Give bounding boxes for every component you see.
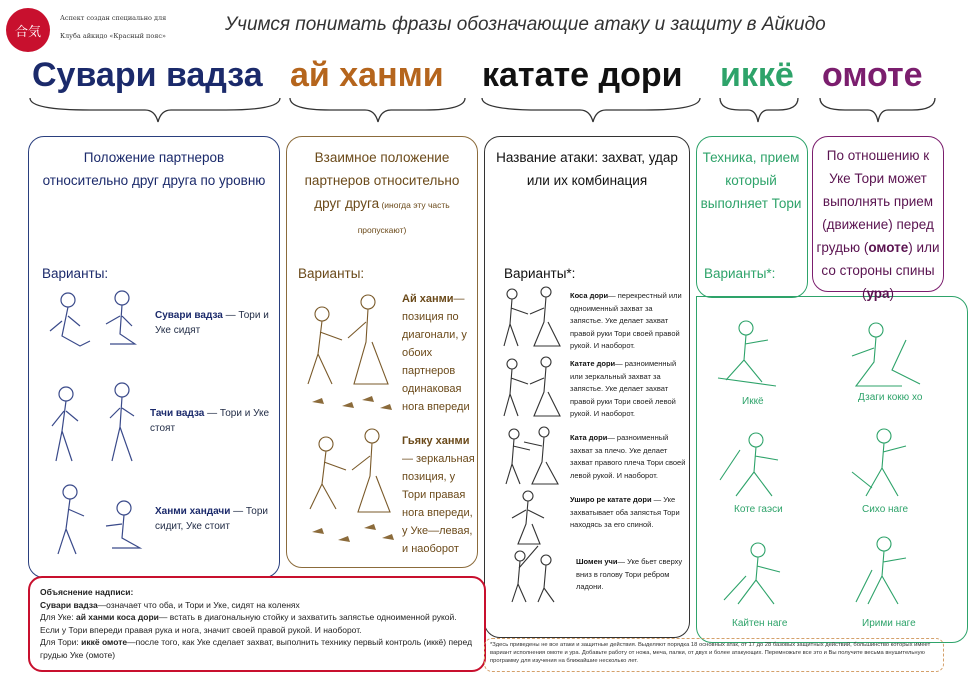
col2-heading xyxy=(294,146,470,242)
brace-5 xyxy=(820,98,935,122)
col4-heading: Техника, прием который выполняет Тори xyxy=(700,150,802,211)
explanation-title xyxy=(40,586,476,599)
figure-kaiten-nage xyxy=(724,543,780,604)
explanation-line-2-text: — встать в диагональную стойку и захватить запястье одноименной рукой. Если у Тори впереди правая рука и нога, значит своей правой рукой. И наоборот. xyxy=(40,612,457,635)
col3-illustrations xyxy=(494,284,568,604)
col4-variants-label: Варианты*: xyxy=(704,266,776,281)
figure-ushiro-ryote-dori xyxy=(512,491,544,544)
brace-1 xyxy=(30,98,280,122)
variant-ai-hanmi-text: — позиция по диагонали, у обоих партнеров одинаковая нога впереди xyxy=(402,293,470,413)
explanation-line-3-key: иккё омоте xyxy=(81,637,128,647)
attack-kata-dori-text: — разноименный захват за плечо. Уке делает захват правого плеча Тори своей левой рукой. И наоборот. xyxy=(570,433,686,480)
explanation-line-1 xyxy=(40,599,476,612)
attack-kosa-dori-text: — перекрестный или одноименный захват за запястье. Уке делает захват правой руки Тори своей правой рукой. И наоборот. xyxy=(570,291,682,350)
phrase-word-ai-hanmi: ай ханми xyxy=(290,56,444,94)
braces xyxy=(0,92,970,132)
variant-gyaku-hanmi-text: — зеркальная позиция, у Тори правая нога впереди, у Уке—левая, и наоборот xyxy=(402,453,475,555)
technique-kote-gaeshi: Коте гаэси xyxy=(734,504,783,515)
figure-ai-hanmi xyxy=(308,295,392,410)
figure-dzagi-kokyu-ho xyxy=(852,323,920,386)
figure-suwari-waza xyxy=(50,291,135,346)
variant-gyaku-hanmi xyxy=(402,432,476,558)
variant-tachi-waza-name: Тачи вадза xyxy=(150,408,205,419)
attack-katate-dori xyxy=(570,358,686,421)
figure-katate-dori xyxy=(504,357,560,416)
attack-kosa-dori xyxy=(570,290,686,353)
brace-2 xyxy=(290,98,465,122)
attack-ushiro-dori xyxy=(570,494,686,532)
variant-hanmi-handachi-text: — Тори сидит, Уке стоит xyxy=(155,506,268,532)
technique-irimi-nage: Ирими наге xyxy=(862,618,916,629)
explanation-text xyxy=(40,586,476,661)
technique-dzagi-kokyu-ho: Дзаги кокю хо xyxy=(858,392,923,403)
phrase-word-omote: омоте xyxy=(822,56,923,94)
col1-variants-label: Варианты: xyxy=(42,266,109,281)
variant-hanmi-handachi xyxy=(155,504,275,534)
attack-katate-dori-name: Катате дори xyxy=(570,359,616,368)
attack-shomen-uchi-name: Шомен учи xyxy=(576,557,618,566)
explanation-line-2-prefix: Для Уке: xyxy=(40,612,76,622)
col2-variants-label: Варианты: xyxy=(298,266,365,281)
footnote-text: *Здесь приведены не все атаки и защитные действия. Выделяют порядка 18 основных атак, от 17 до 28 базовых защитных действий, большинство которых имеет вариант исполнения омоте и ура. Добавьте работу от ножа, меча, палки, от двух и более атакующих. Перемножьте все это и Вы получите весьма внушительную программу для изучения на ближайшие несколько лет. xyxy=(490,642,931,665)
col2-heading-main: Взаимное положение партнеров относительно друг друга xyxy=(304,150,460,211)
variant-suwari-waza-name: Сувари вадза xyxy=(155,310,223,321)
explanation-title-text: Объяснение надписи: xyxy=(40,587,134,597)
club-logo xyxy=(6,8,50,52)
brace-3 xyxy=(482,98,700,122)
technique-shiho-nage: Сихо наге xyxy=(862,504,909,515)
figure-kata-dori xyxy=(506,427,558,484)
variant-ai-hanmi xyxy=(402,290,476,416)
explanation-line-2 xyxy=(40,611,476,636)
explanation-line-3-text: —после того, как Уке сделает захват, выполнить технику первый контроль (иккё) перед грудью Уке (омоте) xyxy=(40,637,473,660)
attack-kosa-dori-name: Коса дори xyxy=(570,291,609,300)
explanation-line-1-key: Сувари вадза xyxy=(40,599,98,610)
col2-illustrations xyxy=(292,284,400,564)
explanation-line-3-prefix: Для Тори: xyxy=(40,637,82,647)
brace-4 xyxy=(720,98,798,122)
col3-heading: Название атаки: захват, удар или их комбинация xyxy=(496,150,678,188)
attack-ushiro-dori-name: Уширо ре катате дори xyxy=(570,495,652,504)
variant-suwari-waza xyxy=(155,308,275,338)
logo-caption-line2: Клуба айкидо «Красный пояс» xyxy=(60,32,166,40)
attack-katate-dori-text: — разноименный или зеркальный захват за запястье. Уке делает захват правой руки Тори своей левой рукой. И наоборот. xyxy=(570,359,677,418)
col5-omote: омоте xyxy=(868,240,909,255)
figure-shomen-uchi xyxy=(512,546,554,602)
variant-suwari-waza-text: — Тори и Уке сидят xyxy=(155,310,269,336)
col1-illustrations xyxy=(40,286,150,556)
technique-kaiten-nage: Кайтен наге xyxy=(732,618,788,629)
variant-tachi-waza-text: — Тори и Уке стоят xyxy=(150,408,270,434)
col5-text-a: По отношению к Уке Тори может выполнять прием (движение) перед грудью ( xyxy=(816,148,934,255)
figure-hanmi-handachi xyxy=(58,485,140,554)
attack-kata-dori-name: Ката дори xyxy=(570,433,608,442)
phrase-word-katate-dori: катате дори xyxy=(482,56,683,94)
figure-tachi-waza xyxy=(52,383,134,461)
technique-ikkyo: Иккё xyxy=(742,396,764,407)
col5-ura: ура xyxy=(866,286,890,301)
variant-tachi-waza xyxy=(150,406,275,436)
figure-kote-gaeshi xyxy=(720,433,778,496)
explanation-line-2-key: ай ханми коса дори xyxy=(75,612,159,622)
col5-heading xyxy=(816,144,940,305)
col5-text-b: ) или со стороны спины ( xyxy=(821,240,940,301)
explanation-line-3 xyxy=(40,636,476,661)
variant-ai-hanmi-name: Ай ханми xyxy=(402,293,454,305)
col2-heading-note: (иногда эту часть пропускают) xyxy=(357,200,450,235)
col3-variants-label: Варианты*: xyxy=(504,266,576,281)
figure-ikkyo xyxy=(718,321,776,386)
explanation-line-1-text: —означает что оба, и Тори и Уке, сидят на коленях xyxy=(97,599,300,610)
logo-caption-line1: Аспект создан специально для xyxy=(60,14,167,22)
figure-irimi-nage xyxy=(856,537,906,604)
attack-kata-dori xyxy=(570,432,686,482)
variant-gyaku-hanmi-name: Гьяку ханми xyxy=(402,435,470,447)
attack-ushiro-dori-text: — Уке захватывает оба запястья Тори находясь за его спиной. xyxy=(570,495,680,529)
attack-shomen-uchi-text: — Уке бьет сверху вниз в голову Тори ребром ладони. xyxy=(576,557,683,591)
col1-heading: Положение партнеров относительно друг друга по уровню xyxy=(42,150,266,188)
figure-gyaku-hanmi xyxy=(310,429,394,542)
figure-kosa-dori xyxy=(504,287,560,346)
figure-shiho-nage xyxy=(852,429,906,496)
phrase-word-suwari-waza: Сувари вадза xyxy=(32,56,263,94)
col4-illustrations xyxy=(706,300,962,630)
page-title: Учимся понимать фразы обозначающие атаку и защиту в Айкидо xyxy=(225,14,826,35)
col5-text-c: ) xyxy=(889,286,895,301)
phrase-word-ikkyo: иккё xyxy=(720,56,794,94)
logo-glyph: 合気 xyxy=(14,24,41,40)
attack-shomen-uchi xyxy=(576,556,686,594)
variant-hanmi-handachi-name: Ханми хандачи xyxy=(155,506,231,517)
